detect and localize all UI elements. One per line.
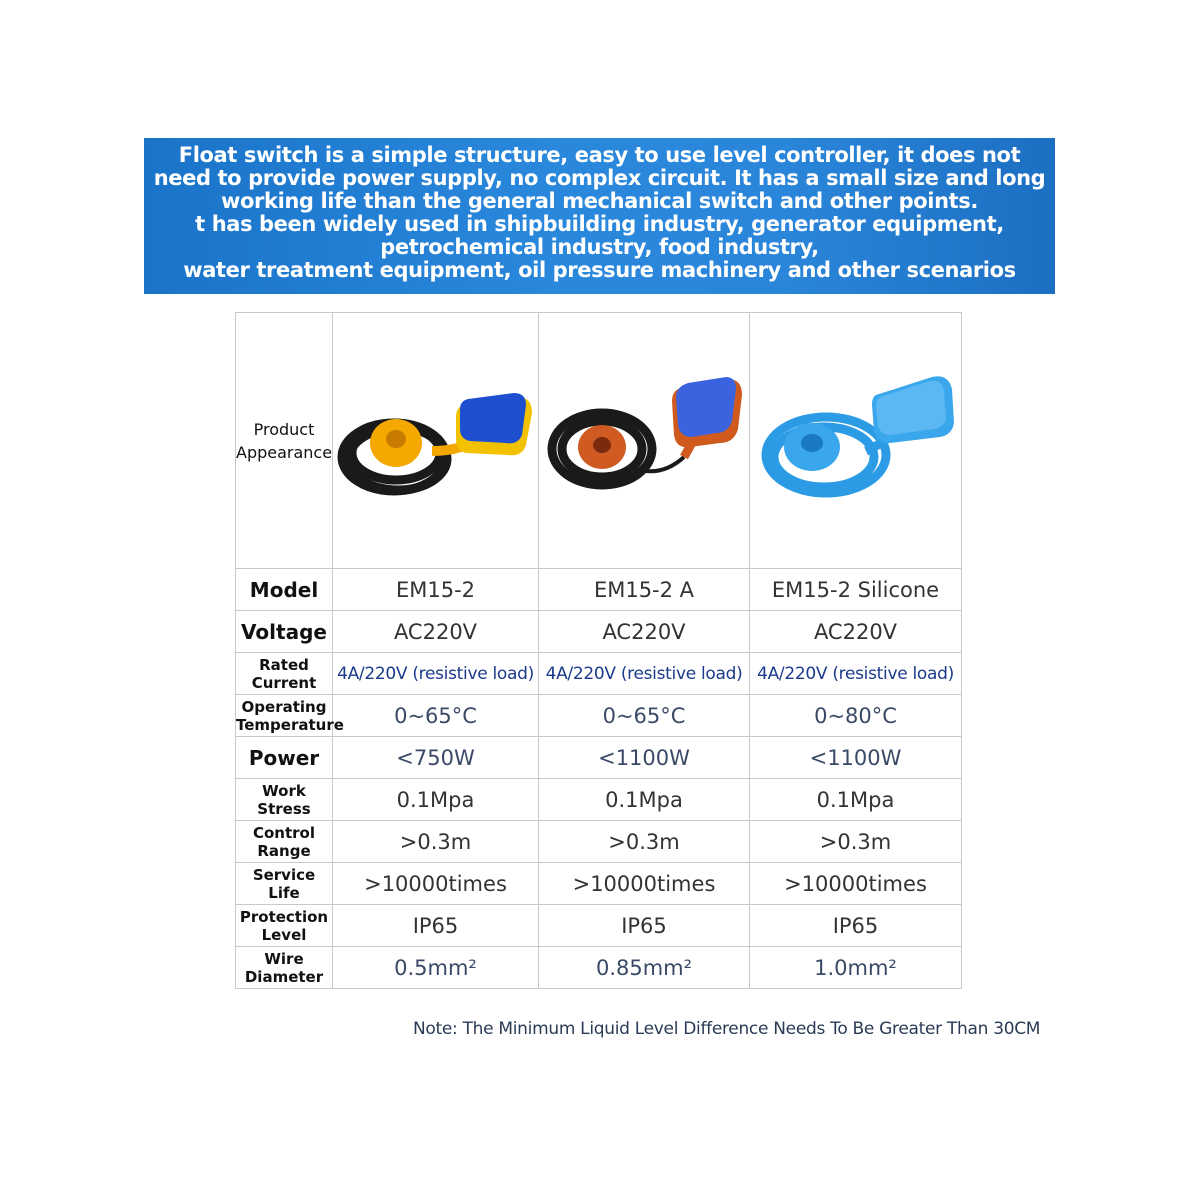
spec-value-protection-level: IP65 [750, 905, 962, 947]
spec-value-work-stress: 0.1Mpa [539, 779, 750, 821]
row-label-wire-diameter [236, 947, 333, 989]
spec-row-wire-diameter [236, 947, 962, 989]
spec-row-model [236, 569, 962, 611]
label-line: Operating [241, 697, 327, 716]
float-ring-hole [386, 430, 406, 448]
spec-value-power: <1100W [750, 737, 962, 779]
row-label-control-range [236, 821, 333, 863]
row-label-model [236, 569, 333, 611]
label-line: Range [257, 841, 311, 860]
spec-row-power [236, 737, 962, 779]
banner-line: Float switch is a simple structure, easy to use level controller, it does not [178, 143, 1021, 167]
spec-row-service-life [236, 863, 962, 905]
label-line: Protection [239, 907, 329, 926]
label-line: Current [251, 673, 317, 692]
label-line: Diameter [244, 967, 324, 986]
banner-line: working life than the general mechanical switch and other points. [221, 189, 978, 213]
label-line: Product [253, 419, 315, 439]
intro-banner [144, 138, 1055, 294]
spec-row-voltage [236, 611, 962, 653]
banner-line: water treatment equipment, oil pressure machinery and other scenarios [183, 258, 1016, 282]
spec-row-work-stress [236, 779, 962, 821]
spec-value-protection-level: IP65 [539, 905, 750, 947]
product-image-em15-2 [333, 313, 539, 569]
label-line: Wire [264, 949, 304, 968]
spec-value-model: EM15-2 A [539, 569, 750, 611]
yellow-float-switch-icon [336, 339, 536, 539]
banner-line: need to provide power supply, no complex circuit. It has a small size and long [153, 166, 1046, 190]
spec-value-wire-diameter: 0.85mm² [539, 947, 750, 989]
spec-value-control-range: >0.3m [333, 821, 539, 863]
row-label-protection-level [236, 905, 333, 947]
spec-value-power: <750W [333, 737, 539, 779]
spec-value-rated-current: 4A/220V (resistive load) [333, 653, 539, 695]
row-label-service-life [236, 863, 333, 905]
spec-value-service-life: >10000times [750, 863, 962, 905]
banner-line: t has been widely used in shipbuilding industry, generator equipment, [195, 212, 1004, 236]
label-line: Stress [257, 799, 311, 818]
label-line: Temperature [236, 715, 344, 734]
spec-value-control-range: >0.3m [750, 821, 962, 863]
label-line: Voltage [241, 619, 327, 644]
spec-value-model: EM15-2 [333, 569, 539, 611]
blue-float-switch-icon [756, 339, 956, 539]
spec-value-voltage: AC220V [333, 611, 539, 653]
label-line: Life [268, 883, 300, 902]
label-line: Power [248, 745, 320, 770]
appearance-row [236, 313, 962, 569]
float-cap [460, 393, 526, 443]
label-line: Work [262, 781, 306, 800]
spec-value-protection-level: IP65 [333, 905, 539, 947]
row-label-operating-temperature [236, 695, 344, 737]
spec-value-operating-temperature: 0~80°C [750, 695, 962, 737]
label-line: Model [249, 577, 319, 602]
spec-value-service-life: >10000times [333, 863, 539, 905]
spec-value-model: EM15-2 Silicone [750, 569, 962, 611]
spec-value-rated-current: 4A/220V (resistive load) [539, 653, 750, 695]
float-ring-hole [801, 434, 823, 452]
row-label-rated-current [236, 653, 333, 695]
row-label-appearance [236, 313, 333, 569]
spec-value-control-range: >0.3m [539, 821, 750, 863]
note-text: Note: The Minimum Liquid Level Difference Needs To Be Greater Than 30CM [413, 1019, 1041, 1039]
label-line: Rated [259, 655, 309, 674]
spec-row-operating-temperature [236, 695, 962, 737]
banner-line: petrochemical industry, food industry, [380, 235, 819, 259]
spec-value-operating-temperature: 0~65°C [539, 695, 750, 737]
spec-value-operating-temperature: 0~65°C [333, 695, 539, 737]
float-cap [676, 377, 736, 437]
float-cap [876, 380, 946, 434]
product-image-em15-2-silicone [750, 313, 962, 569]
label-line: Appearance [236, 442, 333, 462]
float-ring-hole [593, 437, 611, 453]
spec-value-wire-diameter: 1.0mm² [750, 947, 962, 989]
orange-float-switch-icon [544, 339, 744, 539]
row-label-voltage [236, 611, 333, 653]
spec-row-control-range [236, 821, 962, 863]
label-line: Control [252, 823, 315, 842]
spec-table [235, 312, 962, 989]
spec-value-voltage: AC220V [539, 611, 750, 653]
row-label-power [236, 737, 333, 779]
spec-value-work-stress: 0.1Mpa [750, 779, 962, 821]
spec-value-wire-diameter: 0.5mm² [333, 947, 539, 989]
row-label-work-stress [236, 779, 333, 821]
spec-value-service-life: >10000times [539, 863, 750, 905]
label-line: Level [261, 925, 307, 944]
spec-value-work-stress: 0.1Mpa [333, 779, 539, 821]
product-image-em15-2a [539, 313, 750, 569]
spec-row-protection-level [236, 905, 962, 947]
spec-value-rated-current: 4A/220V (resistive load) [750, 653, 962, 695]
label-line: Service [252, 865, 316, 884]
spec-row-rated-current [236, 653, 962, 695]
spec-value-voltage: AC220V [750, 611, 962, 653]
spec-value-power: <1100W [539, 737, 750, 779]
